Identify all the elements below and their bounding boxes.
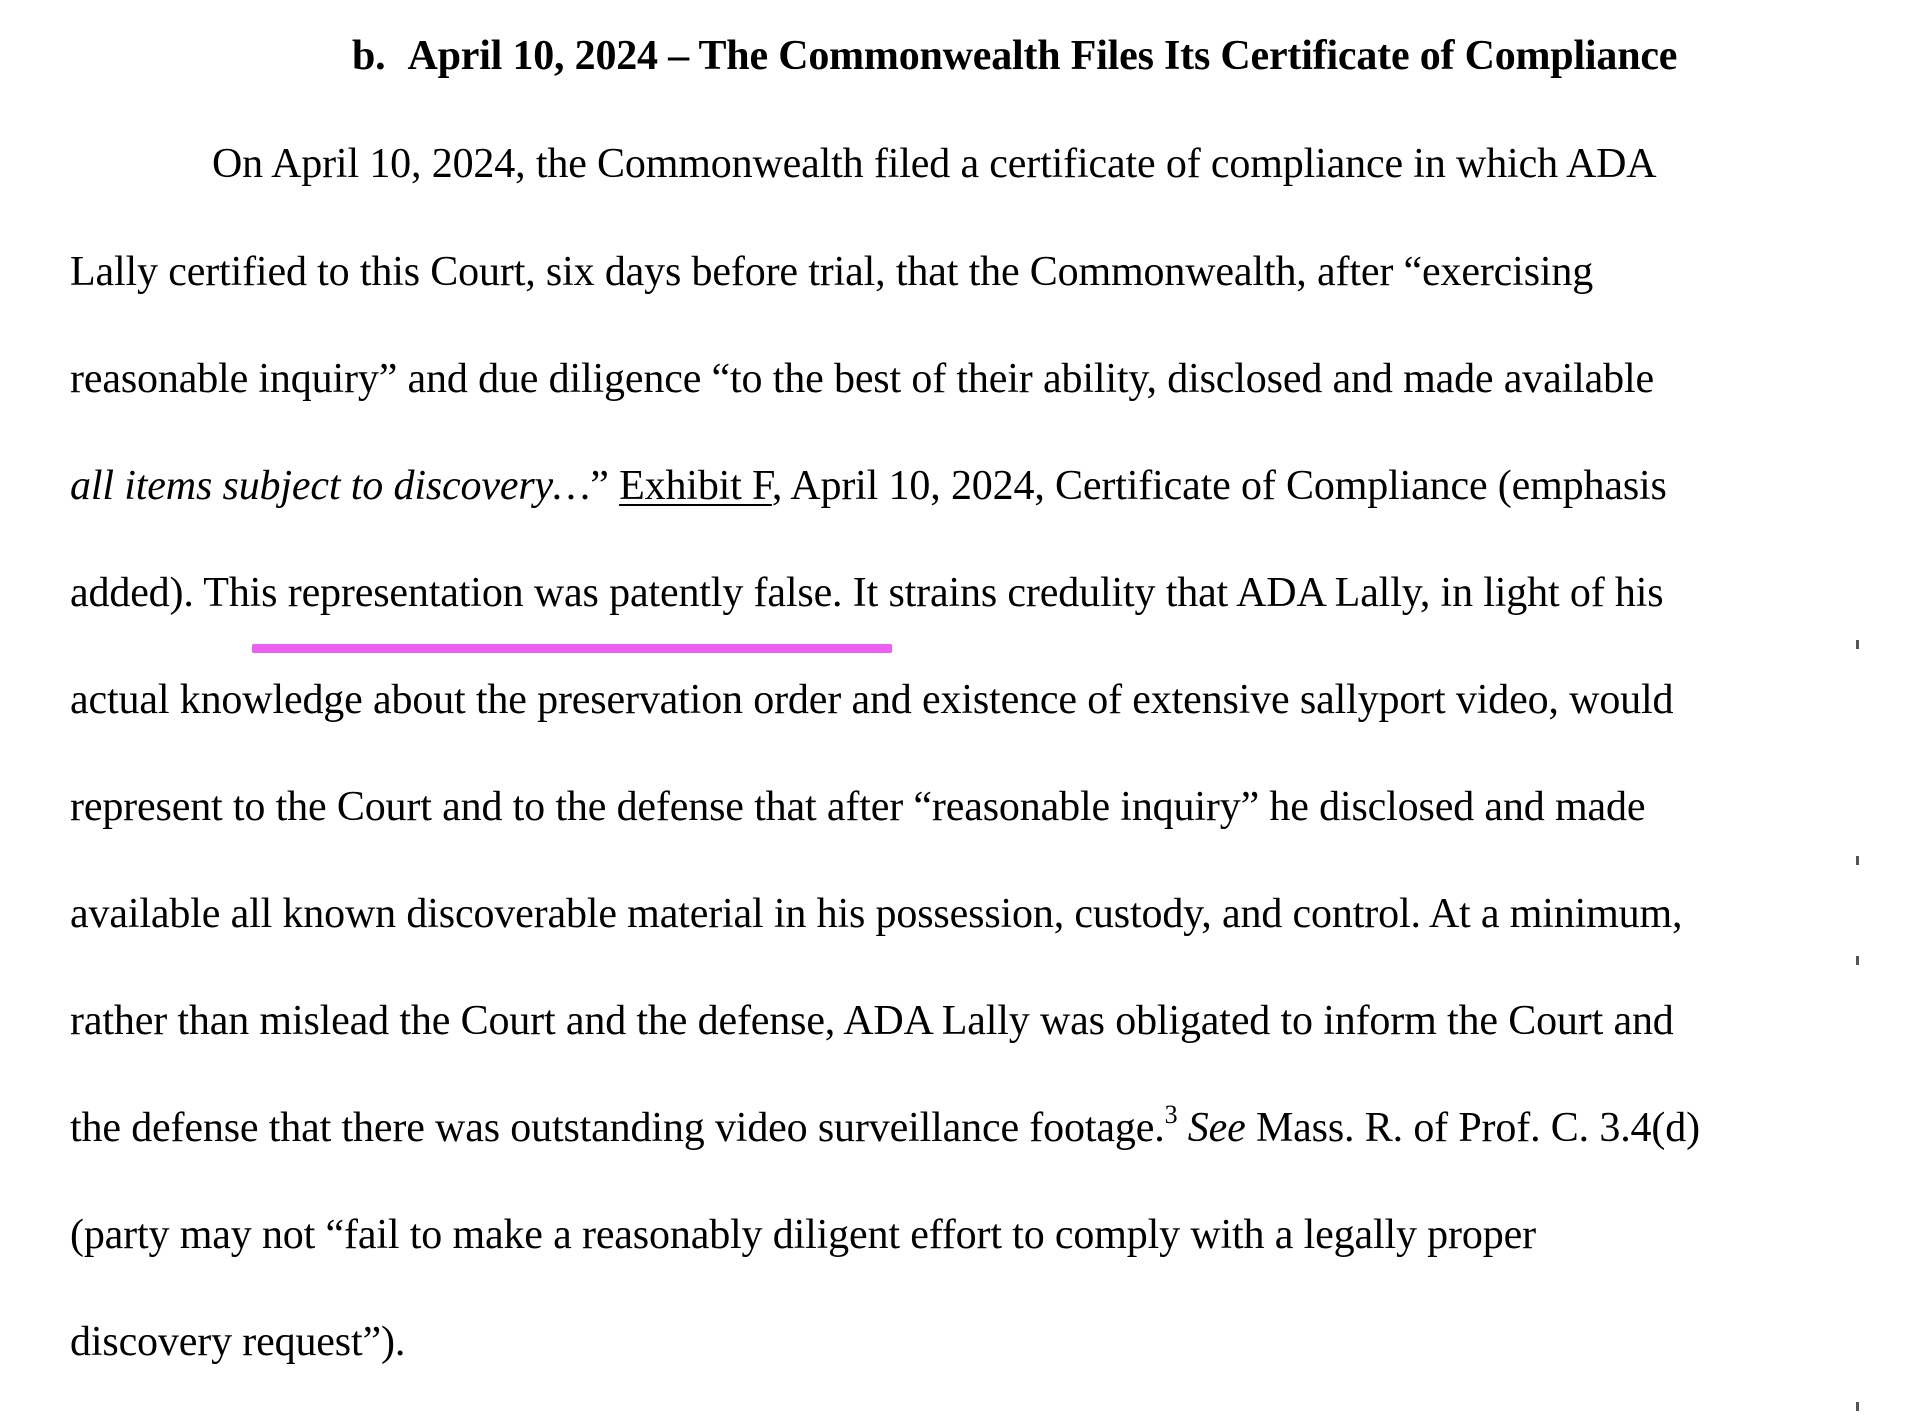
footnote-marker: 3 (1164, 1100, 1178, 1129)
section-heading (352, 26, 1677, 86)
section-marker: b. (352, 33, 386, 79)
paragraph-line-8: available all known discoverable material in his possession, custody, and control. At a minimum, (70, 891, 1683, 937)
paragraph-line-5: added). This representation was patently false. It strains credulity that ADA Lally, in light of his (70, 570, 1664, 616)
paragraph-line-10 (70, 1098, 1700, 1158)
italic-quote: all items subject to discovery… (70, 463, 591, 509)
paragraph-line-3: reasonable inquiry” and due diligence “to the best of their ability, disclosed and made available (70, 356, 1654, 402)
paragraph-line-7: represent to the Court and to the defense that after “reasonable inquiry” he disclosed and made (70, 784, 1646, 830)
paragraph-line-4 (70, 456, 1667, 516)
exhibit-f-reference: Exhibit F (619, 463, 772, 509)
paragraph-line-2: Lally certified to this Court, six days before trial, that the Commonwealth, after “exercising (70, 249, 1594, 295)
scan-artifact (1856, 956, 1859, 965)
paragraph-line-11: (party may not “fail to make a reasonably diligent effort to comply with a legally proper (70, 1212, 1536, 1258)
paragraph-line-12: discovery request”). (70, 1319, 406, 1365)
closing-quote: ” (590, 463, 620, 509)
rule-citation: Mass. R. of Prof. C. 3.4(d) (1245, 1105, 1700, 1151)
scan-artifact (1856, 1402, 1859, 1411)
see-signal: See (1187, 1105, 1246, 1151)
highlight-underline (252, 644, 892, 653)
paragraph-line-6: actual knowledge about the preservation order and existence of extensive sallyport video, would (70, 677, 1674, 723)
scan-artifact (1856, 856, 1859, 865)
line10-text: the defense that there was outstanding video surveillance footage. (70, 1105, 1165, 1151)
citation-text: , April 10, 2024, Certificate of Compliance (emphasis (771, 463, 1667, 509)
paragraph-line-1: On April 10, 2024, the Commonwealth filed a certificate of compliance in which ADA (212, 141, 1657, 187)
scan-artifact (1856, 640, 1859, 649)
section-title: April 10, 2024 – The Commonwealth Files Its Certificate of Compliance (407, 33, 1678, 79)
paragraph-line-9: rather than mislead the Court and the defense, ADA Lally was obligated to inform the Court and (70, 998, 1674, 1044)
